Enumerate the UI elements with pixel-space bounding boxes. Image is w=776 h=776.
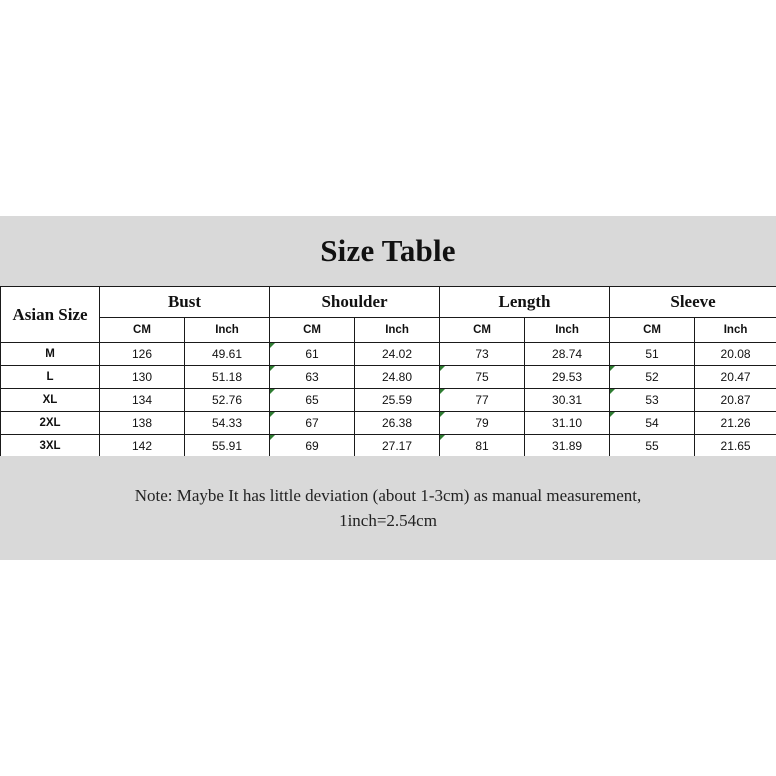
- unit-header-cm: CM: [270, 318, 355, 343]
- bust-inch-cell: 55.91: [185, 435, 270, 458]
- title-band: [0, 216, 776, 286]
- size-label: M: [1, 343, 100, 366]
- size-label: XL: [1, 389, 100, 412]
- note-line-1: Note: Maybe It has little deviation (about 1-3cm) as manual measurement,: [134, 486, 642, 505]
- table-row: [1, 412, 776, 435]
- unit-header-inch: Inch: [355, 318, 440, 343]
- bust-cm-cell: 142: [100, 435, 185, 458]
- bust-inch-cell: 54.33: [185, 412, 270, 435]
- shoulder-inch-cell: 26.38: [355, 412, 440, 435]
- size-table-container: [0, 286, 776, 456]
- group-header-sleeve: Sleeve: [610, 287, 776, 318]
- length-inch-cell: 31.89: [525, 435, 610, 458]
- shoulder-cm-cell: 63: [270, 366, 355, 389]
- asian-size-header: Asian Size: [1, 287, 100, 343]
- size-rows: [1, 343, 776, 458]
- shoulder-cm-cell: 61: [270, 343, 355, 366]
- note-band: [0, 456, 776, 560]
- group-header-row: [1, 287, 776, 318]
- shoulder-cm-cell: 65: [270, 389, 355, 412]
- length-cm-cell: 73: [440, 343, 525, 366]
- size-label: 2XL: [1, 412, 100, 435]
- table-row: [1, 366, 776, 389]
- sleeve-inch-cell: 20.87: [695, 389, 776, 412]
- sleeve-inch-cell: 21.65: [695, 435, 776, 458]
- sleeve-cm-cell: 51: [610, 343, 695, 366]
- unit-header-inch: Inch: [525, 318, 610, 343]
- note-line-2: 1inch=2.54cm: [339, 511, 437, 530]
- size-label: L: [1, 366, 100, 389]
- bust-cm-cell: 138: [100, 412, 185, 435]
- unit-header-cm: CM: [440, 318, 525, 343]
- shoulder-cm-cell: 67: [270, 412, 355, 435]
- length-inch-cell: 28.74: [525, 343, 610, 366]
- bust-inch-cell: 49.61: [185, 343, 270, 366]
- group-header-bust: Bust: [100, 287, 270, 318]
- length-cm-cell: 77: [440, 389, 525, 412]
- length-inch-cell: 30.31: [525, 389, 610, 412]
- sleeve-inch-cell: 20.47: [695, 366, 776, 389]
- bust-cm-cell: 126: [100, 343, 185, 366]
- unit-header-cm: CM: [100, 318, 185, 343]
- page-title: Size Table: [320, 233, 456, 268]
- size-table: [0, 286, 776, 458]
- table-row: [1, 343, 776, 366]
- table-row: [1, 435, 776, 458]
- bust-inch-cell: 51.18: [185, 366, 270, 389]
- shoulder-inch-cell: 24.02: [355, 343, 440, 366]
- shoulder-cm-cell: 69: [270, 435, 355, 458]
- sleeve-inch-cell: 21.26: [695, 412, 776, 435]
- unit-header-row: [1, 318, 776, 343]
- sleeve-cm-cell: 53: [610, 389, 695, 412]
- bust-cm-cell: 130: [100, 366, 185, 389]
- length-cm-cell: 81: [440, 435, 525, 458]
- group-header-length: Length: [440, 287, 610, 318]
- group-header-shoulder: Shoulder: [270, 287, 440, 318]
- length-cm-cell: 75: [440, 366, 525, 389]
- unit-header-inch: Inch: [695, 318, 776, 343]
- length-inch-cell: 29.53: [525, 366, 610, 389]
- sleeve-cm-cell: 52: [610, 366, 695, 389]
- length-inch-cell: 31.10: [525, 412, 610, 435]
- shoulder-inch-cell: 24.80: [355, 366, 440, 389]
- size-label: 3XL: [1, 435, 100, 458]
- shoulder-inch-cell: 27.17: [355, 435, 440, 458]
- unit-header-cm: CM: [610, 318, 695, 343]
- bust-inch-cell: 52.76: [185, 389, 270, 412]
- table-row: [1, 389, 776, 412]
- sleeve-cm-cell: 55: [610, 435, 695, 458]
- length-cm-cell: 79: [440, 412, 525, 435]
- shoulder-inch-cell: 25.59: [355, 389, 440, 412]
- sleeve-cm-cell: 54: [610, 412, 695, 435]
- bust-cm-cell: 134: [100, 389, 185, 412]
- sleeve-inch-cell: 20.08: [695, 343, 776, 366]
- unit-header-inch: Inch: [185, 318, 270, 343]
